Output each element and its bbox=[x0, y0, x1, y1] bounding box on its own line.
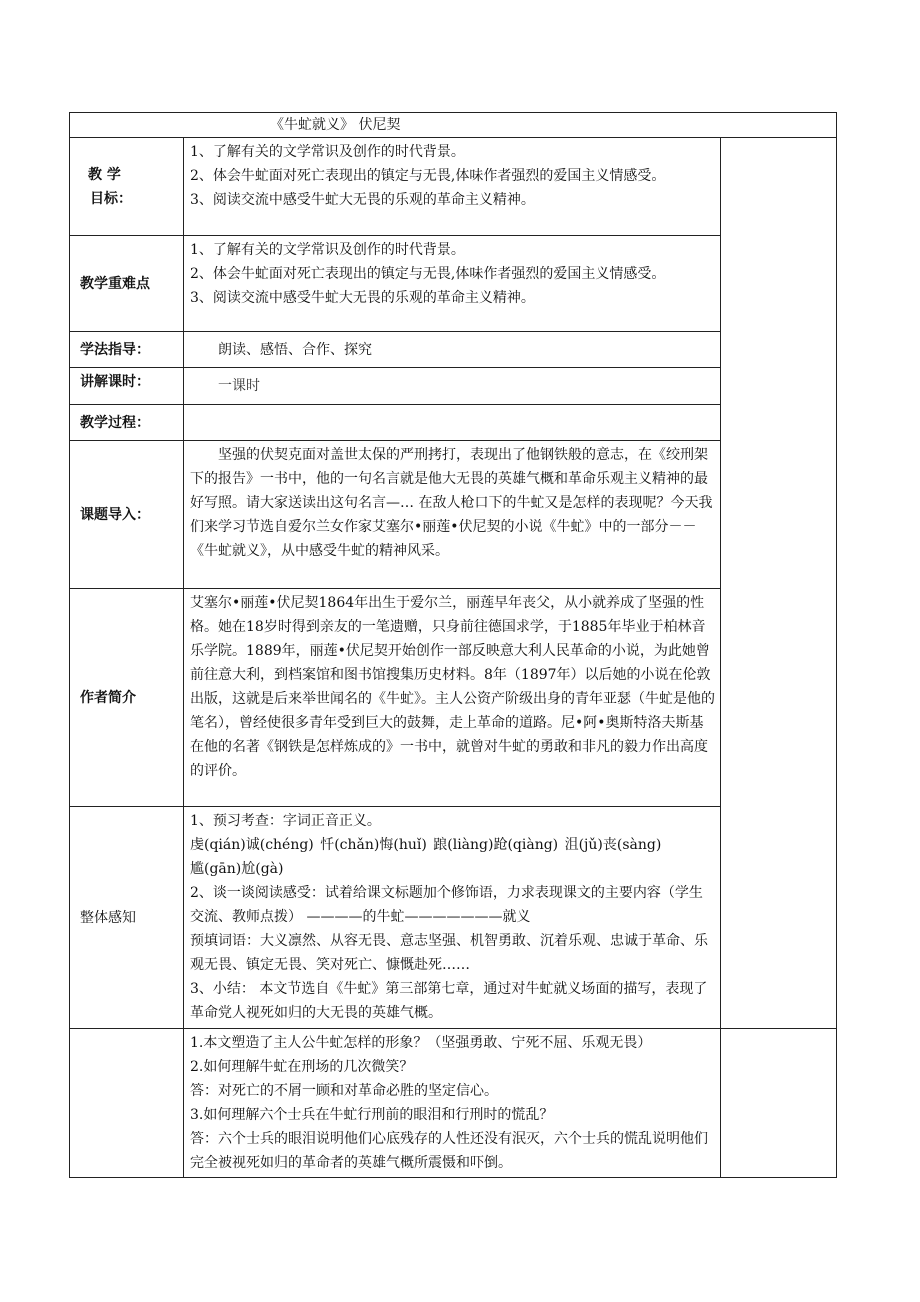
objectives-line: 1、了解有关的文学常识及创作的时代背景。 bbox=[190, 144, 465, 160]
objectives-line: 2、体会牛虻面对死亡表现出的镇定与无畏,体味作者强烈的爱国主义情感受。 bbox=[190, 168, 666, 184]
key-points-line: 2、体会牛虻面对死亡表现出的镇定与无畏,体味作者强烈的爱国主义情感受。 bbox=[190, 266, 666, 282]
question-line: 答：对死亡的不屑一顾和对革命必胜的坚定信心。 bbox=[190, 1083, 498, 1099]
intro-label: 课题导入： bbox=[70, 441, 184, 589]
questions-label bbox=[70, 1029, 184, 1178]
lesson-plan-table bbox=[69, 112, 837, 1178]
lesson-plan-sheet bbox=[69, 112, 836, 1178]
pinyin-line: 虔(qián)诚(chéng) 忏(chǎn)悔(huǐ) 踉(liàng)跄(qiàng) 沮(jǔ)丧(sàng) bbox=[190, 837, 662, 853]
key-points-line: 1、了解有关的文学常识及创作的时代背景。 bbox=[190, 242, 465, 258]
notes-column bbox=[721, 138, 837, 1029]
process-content bbox=[184, 405, 721, 441]
pinyin-line: 尴(gān)尬(gà) bbox=[190, 861, 284, 877]
key-points-line: 3、阅读交流中感受牛虻大无畏的乐观的革命主义精神。 bbox=[190, 290, 535, 306]
document-title: 《牛虻就义》 伏尼契 bbox=[270, 117, 401, 133]
process-label: 教学过程： bbox=[70, 405, 184, 441]
questions-content bbox=[184, 1029, 721, 1178]
overall-content bbox=[184, 807, 721, 1029]
method-label: 学法指导： bbox=[70, 332, 184, 368]
title-row bbox=[70, 113, 837, 138]
objectives-content bbox=[184, 138, 721, 236]
key-points-label: 教学重难点 bbox=[70, 236, 184, 332]
intro-content: 坚强的伏契克面对盖世太保的严刑拷打，表现出了他钢铁般的意志，在《绞刑架下的报告》一书中，他的一句名言就是他大无畏的英雄气概和革命乐观主义精神的最好写照。请大家送读出这句名言—… 在敌人枪口下的牛虻又是怎样的表现呢？今天我们来学习节选自爱尔兰女作家艾塞尔•丽莲•伏尼契的小说《牛虻》中的一部分－－《牛虻就义》，从中感受牛虻的精神风采。 bbox=[184, 441, 721, 589]
key-points-content bbox=[184, 236, 721, 332]
overall-line: 预填词语：大义凛然、从容无畏、意志坚强、机智勇敢、沉着乐观、忠诚于革命、乐观无畏、镇定无畏、笑对死亡、慷慨赴死…… bbox=[190, 933, 708, 973]
question-line: 答：六个士兵的眼泪说明他们心底残存的人性还没有泯灭，六个士兵的慌乱说明他们完全被视死如归的革命者的英雄气概所震慑和吓倒。 bbox=[190, 1131, 708, 1171]
hours-content: 一课时 bbox=[184, 368, 721, 405]
author-label: 作者简介 bbox=[70, 589, 184, 807]
question-line: 3.如何理解六个士兵在牛虻行刑前的眼泪和行刑时的慌乱？ bbox=[190, 1107, 554, 1123]
overall-line: 3、小结： 本文节选自《牛虻》第三部第七章，通过对牛虻就义场面的描写，表现了革命党人视死如归的大无畏的英雄气概。 bbox=[190, 981, 708, 1021]
overall-line: 2、谈一谈阅读感受：试着给课文标题加个修饰语，力求表现课文的主要内容（学生交流、教师点拨） ————的牛虻———————就义 bbox=[190, 885, 703, 925]
title-cell bbox=[70, 113, 837, 138]
questions-notes bbox=[721, 1029, 837, 1178]
objectives-label-line2: 目标： bbox=[90, 190, 132, 207]
objectives-row bbox=[70, 138, 837, 236]
overall-line: 1、预习考查：字词正音正义。 bbox=[190, 813, 381, 829]
question-line: 1.本文塑造了主人公牛虻怎样的形象？（坚强勇敢、宁死不屈、乐观无畏） bbox=[190, 1035, 652, 1051]
method-content: 朗读、感悟、合作、探究 bbox=[184, 332, 721, 368]
questions-row bbox=[70, 1029, 837, 1178]
overall-label: 整体感知 bbox=[70, 807, 184, 1029]
hours-label: 讲解课时： bbox=[70, 368, 184, 405]
author-content: 艾塞尔•丽莲•伏尼契1864年出生于爱尔兰，丽莲早年丧父，从小就养成了坚强的性格。她在18岁时得到亲友的一笔遗赠，只身前往德国求学，于1885年毕业于柏林音乐学院。1889年，丽莲•伏尼契开始创作一部反映意大利人民革命的小说，为此她曾前往意大利，到档案馆和图书馆搜集历史材料。8年（1897年）以后她的小说在伦敦出版，这就是后来举世闻名的《牛虻》。主人公资产阶级出身的青年亚瑟（牛虻是他的笔名），曾经使很多青年受到巨大的鼓舞，走上革命的道路。尼•阿•奥斯特洛夫斯基在他的名著《钢铁是怎样炼成的》一书中，就曾对牛虻的勇敢和非凡的毅力作出高度的评价。 bbox=[184, 589, 721, 807]
objectives-line: 3、阅读交流中感受牛虻大无畏的乐观的革命主义精神。 bbox=[190, 192, 535, 208]
objectives-label bbox=[70, 138, 184, 236]
objectives-label-line1: 教 学 bbox=[88, 166, 121, 183]
question-line: 2.如何理解牛虻在刑场的几次微笑？ bbox=[190, 1059, 414, 1075]
